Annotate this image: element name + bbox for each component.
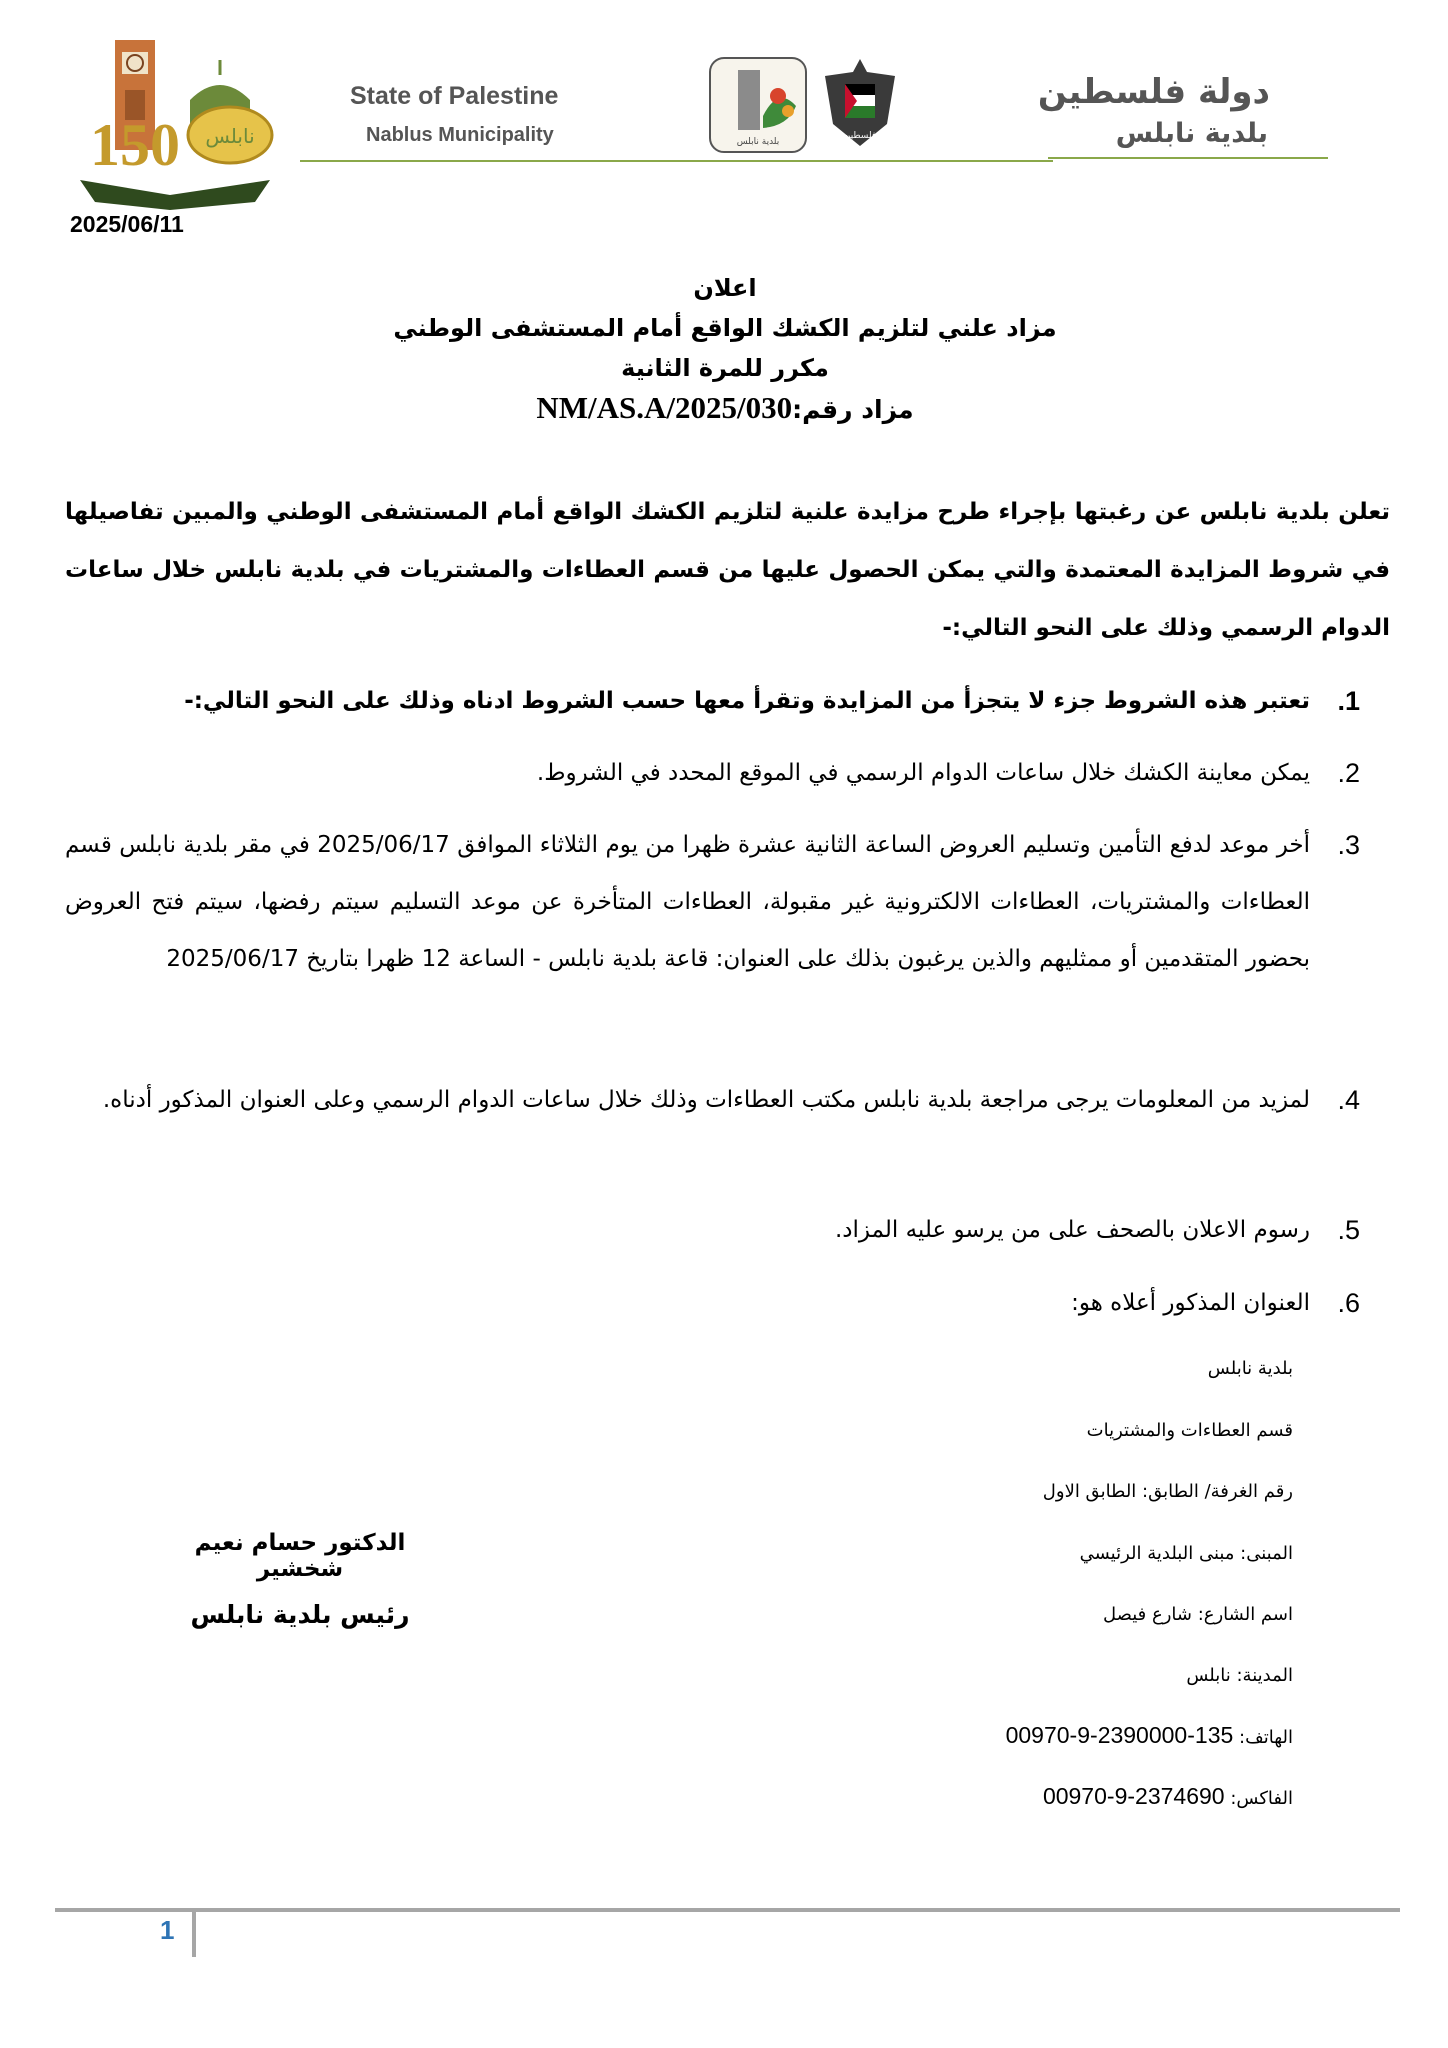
state-title-ar: دولة فلسطين <box>1037 72 1270 112</box>
reference-label: مزاد رقم: <box>792 395 914 424</box>
list-item-text: لمزيد من المعلومات يرجى مراجعة بلدية نابلس مكتب العطاءات وذلك خلال ساعات الدوام الرسمي وعلى العنوان المذكور أدناه. <box>102 1087 1310 1113</box>
header-divider-right <box>1048 157 1328 159</box>
header-divider <box>300 160 1053 162</box>
notice-heading: اعلان <box>693 274 757 302</box>
address-street: اسم الشارع: شارع فيصل <box>1102 1604 1293 1625</box>
footer-divider <box>55 1908 1400 1912</box>
list-item-number: 2. <box>1337 758 1360 788</box>
notice-subject: مزاد علني لتلزيم الكشك الواقع أمام المستشفى الوطني <box>393 314 1057 342</box>
svg-text:150: 150 <box>90 112 180 178</box>
list-item-text: تعتبر هذه الشروط جزء لا يتجزأ من المزايدة وتقرأ معها حسب الشروط ادناه وذلك على النحو التالي:- <box>184 688 1310 714</box>
phone-label: الهاتف: <box>1239 1727 1293 1748</box>
document-date: 2025/06/11 <box>70 211 184 237</box>
list-item-text: رسوم الاعلان بالصحف على من يرسو عليه المزاد. <box>834 1217 1310 1243</box>
municipal-seal-icon <box>708 56 808 154</box>
list-item <box>65 1202 1360 1259</box>
address-fax <box>1043 1783 1293 1810</box>
notice-repeat: مكرر للمرة الثانية <box>621 354 829 382</box>
palestine-emblem-icon <box>815 54 905 154</box>
list-item-text: أخر موعد لدفع التأمين وتسليم العروض الساعة الثانية عشرة ظهرا من يوم الثلاثاء الموافق 2025/06/17 في مقر بلدية نابلس قسم العطاءات والمشتريات، العطاءات الالكترونية غير مقبولة، العطاءات المتأخرة عن موعد التسليم سيتم رفضها، سيتم فتح العروض بحضور المتقدمين أو ممثليهم والذين يرغبون بذلك على العنوان: قاعة بلدية نابلس - الساعة 12 ظهرا بتاريخ 2025/06/17 <box>65 832 1310 972</box>
address-room: رقم الغرفة/ الطابق: الطابق الاول <box>1042 1481 1293 1502</box>
list-item <box>65 745 1360 802</box>
svg-text:نابلس: نابلس <box>205 124 255 148</box>
svg-text:فلسطين: فلسطين <box>843 131 877 141</box>
fax-number: 2374690-9-00970 <box>1042 1783 1225 1809</box>
address-name: بلدية نابلس <box>1207 1358 1293 1379</box>
list-item <box>65 817 1360 988</box>
list-item-number: 6. <box>1337 1288 1360 1318</box>
municipality-title-en: Nablus Municipality <box>366 124 554 146</box>
page-number: 1 <box>160 1915 175 1945</box>
list-item-text: يمكن معاينة الكشك خلال ساعات الدوام الرسمي في الموقع المحدد في الشروط. <box>536 760 1310 786</box>
fax-label: الفاكس: <box>1230 1788 1293 1809</box>
list-item-number: 5. <box>1337 1215 1360 1245</box>
anniversary-logo <box>70 30 280 210</box>
list-item <box>65 1072 1360 1129</box>
notice-reference <box>300 388 1150 430</box>
address-phone <box>1006 1722 1293 1749</box>
intro-paragraph: تعلن بلدية نابلس عن رغبتها بإجراء طرح مزايدة علنية لتلزيم الكشك الواقع أمام المستشفى الوطني والمبين تفاصيلها في شروط المزايدة المعتمدة والتي يمكن الحصول عليها من قسم العطاءات والمشتريات في بلدية نابلس خلال ساعات الدوام الرسمي وذلك على النحو التالي:- <box>65 499 1390 641</box>
svg-text:بلدية نابلس: بلدية نابلس <box>736 137 780 147</box>
state-title-en: State of Palestine <box>350 82 559 110</box>
address-department: قسم العطاءات والمشتريات <box>1086 1420 1293 1441</box>
municipality-title-ar: بلدية نابلس <box>1115 118 1268 149</box>
notice-titles <box>300 268 1150 430</box>
reference-code: NM/AS.A/2025/030 <box>536 390 793 425</box>
footer-divider-vertical <box>192 1912 196 1957</box>
signatory-name: الدكتور حسام نعيم شخشير <box>194 1530 406 1582</box>
list-item-number: 4. <box>1337 1085 1360 1115</box>
list-item <box>65 673 1360 730</box>
phone-number: 135-2390000-9-00970 <box>1005 1722 1234 1748</box>
address-city: المدينة: نابلس <box>1186 1665 1293 1686</box>
list-item <box>65 1275 1360 1332</box>
list-item-number: 3. <box>1337 830 1360 860</box>
address-building: المبنى: مبنى البلدية الرئيسي <box>1079 1543 1293 1564</box>
signatory-title: رئيس بلدية نابلس <box>190 1600 410 1629</box>
list-item-text: العنوان المذكور أعلاه هو: <box>1071 1290 1310 1316</box>
list-item-number: 1. <box>1337 686 1360 716</box>
